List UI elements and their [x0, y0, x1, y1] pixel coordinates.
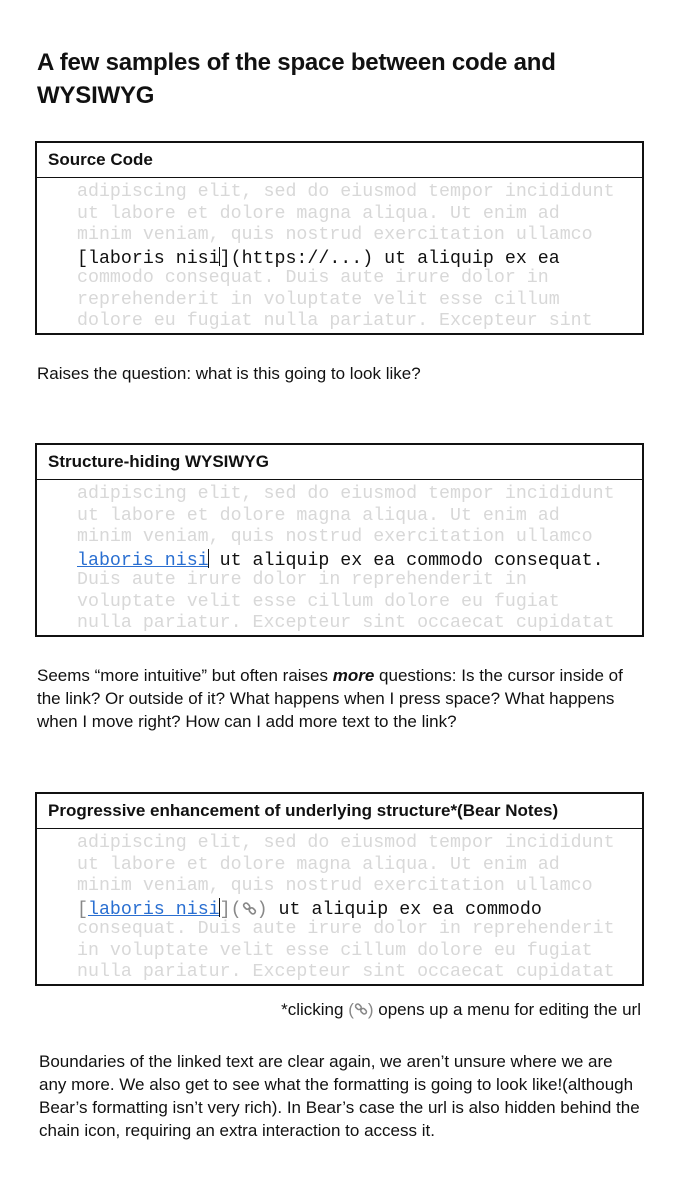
text-line: adipiscing elit, sed do eiusmod tempor incididunt [77, 484, 615, 504]
close-paren: ) [256, 899, 268, 920]
text-line: nulla pariatur. Excepteur sint occaecat cupidatat [77, 962, 615, 982]
text-line: ut labore et dolore magna aliqua. Ut enim ad [77, 505, 560, 526]
open-bracket: [ [77, 899, 88, 920]
text-line: ut labore et dolore magna aliqua. Ut enim ad [77, 854, 560, 875]
active-line [77, 247, 642, 269]
text-line: dolore eu fugiat nulla pariatur. Excepteur sint [77, 311, 593, 331]
markdown-link-rest: ](https://...) ut aliquip ex ea [219, 248, 560, 269]
wysiwyg-commentary: Seems “more intuitive” but often raises more questions: Is the cursor inside of the link? Or outside of it? What happens when I press space? What happens when I move right? How can I add more text to the link? [37, 666, 623, 731]
text-line: nulla pariatur. Excepteur sint occaecat cupidatat [77, 613, 615, 633]
active-rest: ut aliquip ex ea commodo consequat. [208, 550, 604, 571]
panel-header-bear: Progressive enhancement of underlying structure*(Bear Notes) [37, 794, 642, 829]
wysiwyg-panel [35, 443, 644, 637]
chain-link-icon [354, 1000, 368, 1019]
emphasis-more: more [332, 666, 375, 685]
panel-header-wysiwyg: Structure-hiding WYSIWYG [37, 445, 642, 480]
footnote: *clicking ( ) opens up a menu for editing the url [281, 1000, 641, 1019]
active-rest: ut aliquip ex ea commodo [267, 899, 542, 920]
hyperlink[interactable]: laboris nisi [87, 899, 220, 920]
conclusion-text: Boundaries of the linked text are clear again, we aren’t unsure where we are any more. We also get to see what the formatting is going to look like!(although Bear’s formatting isn’t very rich). In Bear’s case the url is also hidden behind the chain icon, requiring an extra interaction to access it. [39, 1052, 640, 1140]
active-line [77, 549, 642, 571]
markdown-link-open: [laboris nisi [77, 248, 220, 269]
chain-link-icon[interactable] [242, 900, 257, 920]
bear-editor[interactable] [37, 829, 642, 984]
active-line [77, 898, 642, 920]
text-line: commodo consequat. Duis aute irure dolor in [77, 268, 549, 288]
question-text: Raises the question: what is this going to look like? [37, 364, 421, 383]
text-line: minim veniam, quis nostrud exercitation ullamco [77, 225, 593, 245]
text-line: minim veniam, quis nostrud exercitation ullamco [77, 527, 593, 547]
close-bracket: ]( [219, 899, 242, 920]
text-line: voluptate velit esse cillum dolore eu fugiat [77, 591, 560, 612]
page-title: A few samples of the space between code and WYSIWYG [37, 49, 556, 109]
text-line: adipiscing elit, sed do eiusmod tempor incididunt [77, 833, 615, 853]
text-line: adipiscing elit, sed do eiusmod tempor incididunt [77, 182, 615, 202]
hyperlink[interactable]: laboris nisi [77, 550, 209, 571]
panel-header-source-code: Source Code [37, 143, 642, 178]
source-code-panel [35, 141, 644, 335]
text-line: in voluptate velit esse cillum dolore eu fugiat [77, 940, 593, 961]
text-line: ut labore et dolore magna aliqua. Ut enim ad [77, 203, 560, 224]
text-line: Duis aute irure dolor in reprehenderit in [77, 570, 527, 590]
text-line: reprehenderit in voluptate velit esse cillum [77, 289, 560, 310]
source-code-editor[interactable] [37, 178, 642, 333]
bear-notes-panel [35, 792, 644, 986]
text-line: minim veniam, quis nostrud exercitation ullamco [77, 876, 593, 896]
wysiwyg-editor[interactable] [37, 480, 642, 635]
text-line: consequat. Duis aute irure dolor in reprehenderit [77, 919, 615, 939]
